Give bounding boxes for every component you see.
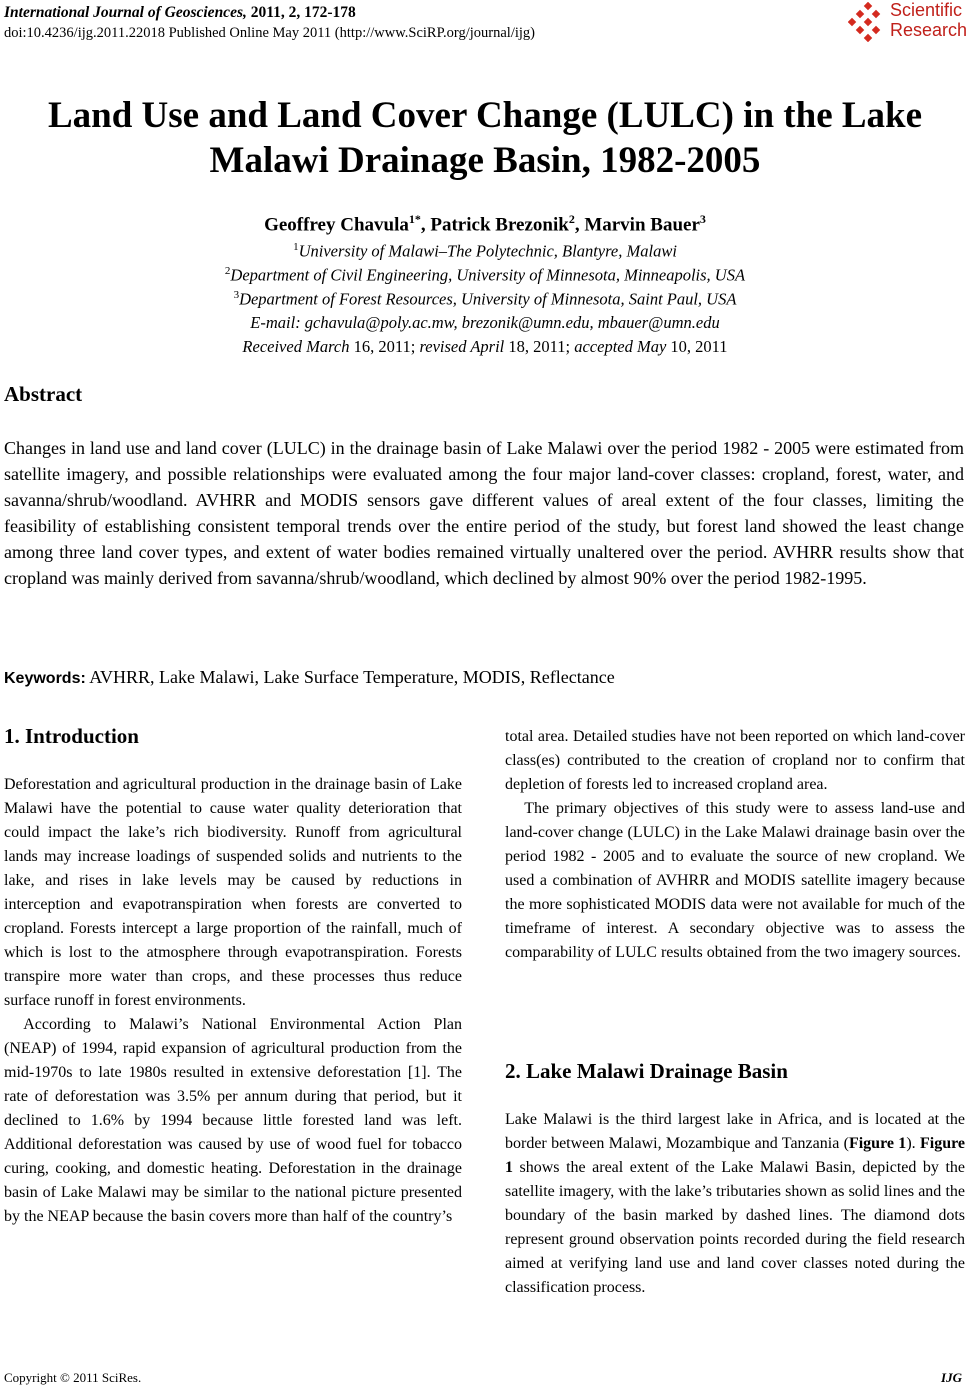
section-2-body [505,1108,965,1300]
intro-paragraph-2: According to Malawi’s National Environmental Action Plan (NEAP) of 1994, rapid expansion of agricultural production from the mid-1970s to late 1980s resulted in extensive deforestation [1]. The rate of deforestation was 3.5% per annum during that period, but it declined to 1.6% by 1994 because little forested land was left. Additional deforestation was caused by use of wood fuel for tobacco curing, cooking, and domestic heating. Deforestation in the drainage basin of Lake Malawi may be similar to the national picture presented by the NEAP because the basin covers more than half of the country’s [4,1016,462,1225]
figure-1-reference: Figure 1 [505,1135,965,1176]
keywords-label: Keywords: [4,670,86,687]
journal-name: International Journal of Geosciences, [4,4,247,21]
keywords-text: AVHRR, Lake Malawi, Lake Surface Temperature, MODIS, Reflectance [85,667,615,687]
logo-text [890,0,967,40]
affiliation-3: $^3$Department of Forest Resources, University of Minnesota, Saint Paul, USA [233,289,737,309]
author-2: Patrick Brezonik [430,214,569,236]
logo-line-2: Research [890,20,968,40]
left-column [4,773,462,1229]
journal-volume: 2011, 2, 172-178 [246,4,356,21]
author-1-affil: 1* [408,212,421,226]
title-line-2: Malawi Drainage Basin, 1982-2005 [209,140,761,181]
section-1-heading: 1. Introduction [4,724,139,748]
abstract-heading: Abstract [4,382,83,406]
author-list: Geoffrey Chavula$^{1*}$, Patrick Brezonik$^2$, Marvin Bauer$^3$ [264,212,706,236]
paper-title [0,93,970,183]
intro-paragraph-4: The primary objectives of this study were to assess land-use and land-cover change (LULC) in the Lake Malawi drainage basin over the period 1982 - 2005 and to evaluate the source of new cropland. We used a combination of AVHRR and MODIS satellite imagery because the more sophisticated MODIS data were not available for much of the timeframe of interest. A secondary objective was to assess the comparability of LULC results obtained from the two imagery sources. [505,800,965,961]
affiliation-2: $^2$Department of Civil Engineering, University of Minnesota, Minneapolis, USA [224,265,746,285]
section-2-heading: 2. Lake Malawi Drainage Basin [505,1059,788,1083]
doi-line: doi:10.4236/ijg.2011.22018 Published Online May 2011 (http://www.SciRP.org/journal/ijg) [4,25,535,41]
affiliation-1: $^1$University of Malawi–The Polytechnic, Blantyre, Malawi [293,241,677,261]
journal-header [4,3,535,43]
dates-line: Received March 16, 2011; revised April 18, 2011; accepted May 10, 2011 [242,337,728,356]
intro-paragraph-3: total area. Detailed studies have not been reported on which land-cover class(es) contributed to the creation of cropland nor to confirm that depletion of forests led to increased cropland area. [505,728,965,793]
title-line-1: Land Use and Land Cover Change (LULC) in the Lake [47,95,923,136]
scientific-research-logo-icon [848,2,888,42]
journal-abbreviation: IJG [941,1370,962,1385]
intro-paragraph-1: Deforestation and agricultural production in the drainage basin of Lake Malawi have the potential to cause water quality deterioration that could impact the lake’s rich biodiversity. Runoff from agricultural lands may increase loadings of suspended solids and nutrients to the lake, and rises in lake levels may be caused by reductions in interception and evapotranspiration when forests are converted to cropland. Forests intercept a large proportion of the rainfall, much of which is lost to the atmosphere through evapotranspiration. Forests transpire more water than crops, and these processes thus reduce surface runoff in forest environments. [4,776,462,1009]
copyright-notice: Copyright © 2011 SciRes. [4,1370,142,1385]
right-column [505,725,965,965]
basin-paragraph-1: Lake Malawi is the third largest lake in Africa, and is located at the border between Malawi, Mozambique and Tanzania (Figure 1). Figure 1 shows the areal extent of the Lake Malawi Basin, depicted by the satellite imagery, with the lake’s tributaries shown as solid lines and the boundary of the basin marked by dashed lines. The diamond dots represent ground observation points recorded during the field research aimed at verifying land use and land cover classes noted during the classification process. [505,1111,965,1296]
keywords [4,664,964,692]
author-2-affil: 2 [568,212,575,226]
abstract-text: Changes in land use and land cover (LULC) in the drainage basin of Lake Malawi over the period 1982 - 2005 were estimated from satellite imagery, and possible relationships were evaluated among the four major land-cover classes: cropland, forest, water, and savanna/shrub/woodland. AVHRR and MODIS sensors gave different values of areal extent of the four classes, limiting the feasibility of establishing consistent temporal trends over the entire period of the study, but forest land showed the least change among three land cover types, and extent of water bodies remained virtually unaltered over the period. AVHRR results show that cropland was mainly derived from savanna/shrub/woodland, which declined by almost 90% over the period 1982-1995. [4,438,964,588]
email-line: E-mail: gchavula@poly.ac.mw, brezonik@umn.edu, mbauer@umn.edu [250,313,720,332]
logo-line-1: Scientific [890,0,963,20]
author-1: Geoffrey Chavula [264,214,409,236]
author-3-affil: 3 [699,212,706,226]
author-3: Marvin Bauer [584,214,700,236]
figure-1-reference: Figure 1 [848,1135,907,1152]
